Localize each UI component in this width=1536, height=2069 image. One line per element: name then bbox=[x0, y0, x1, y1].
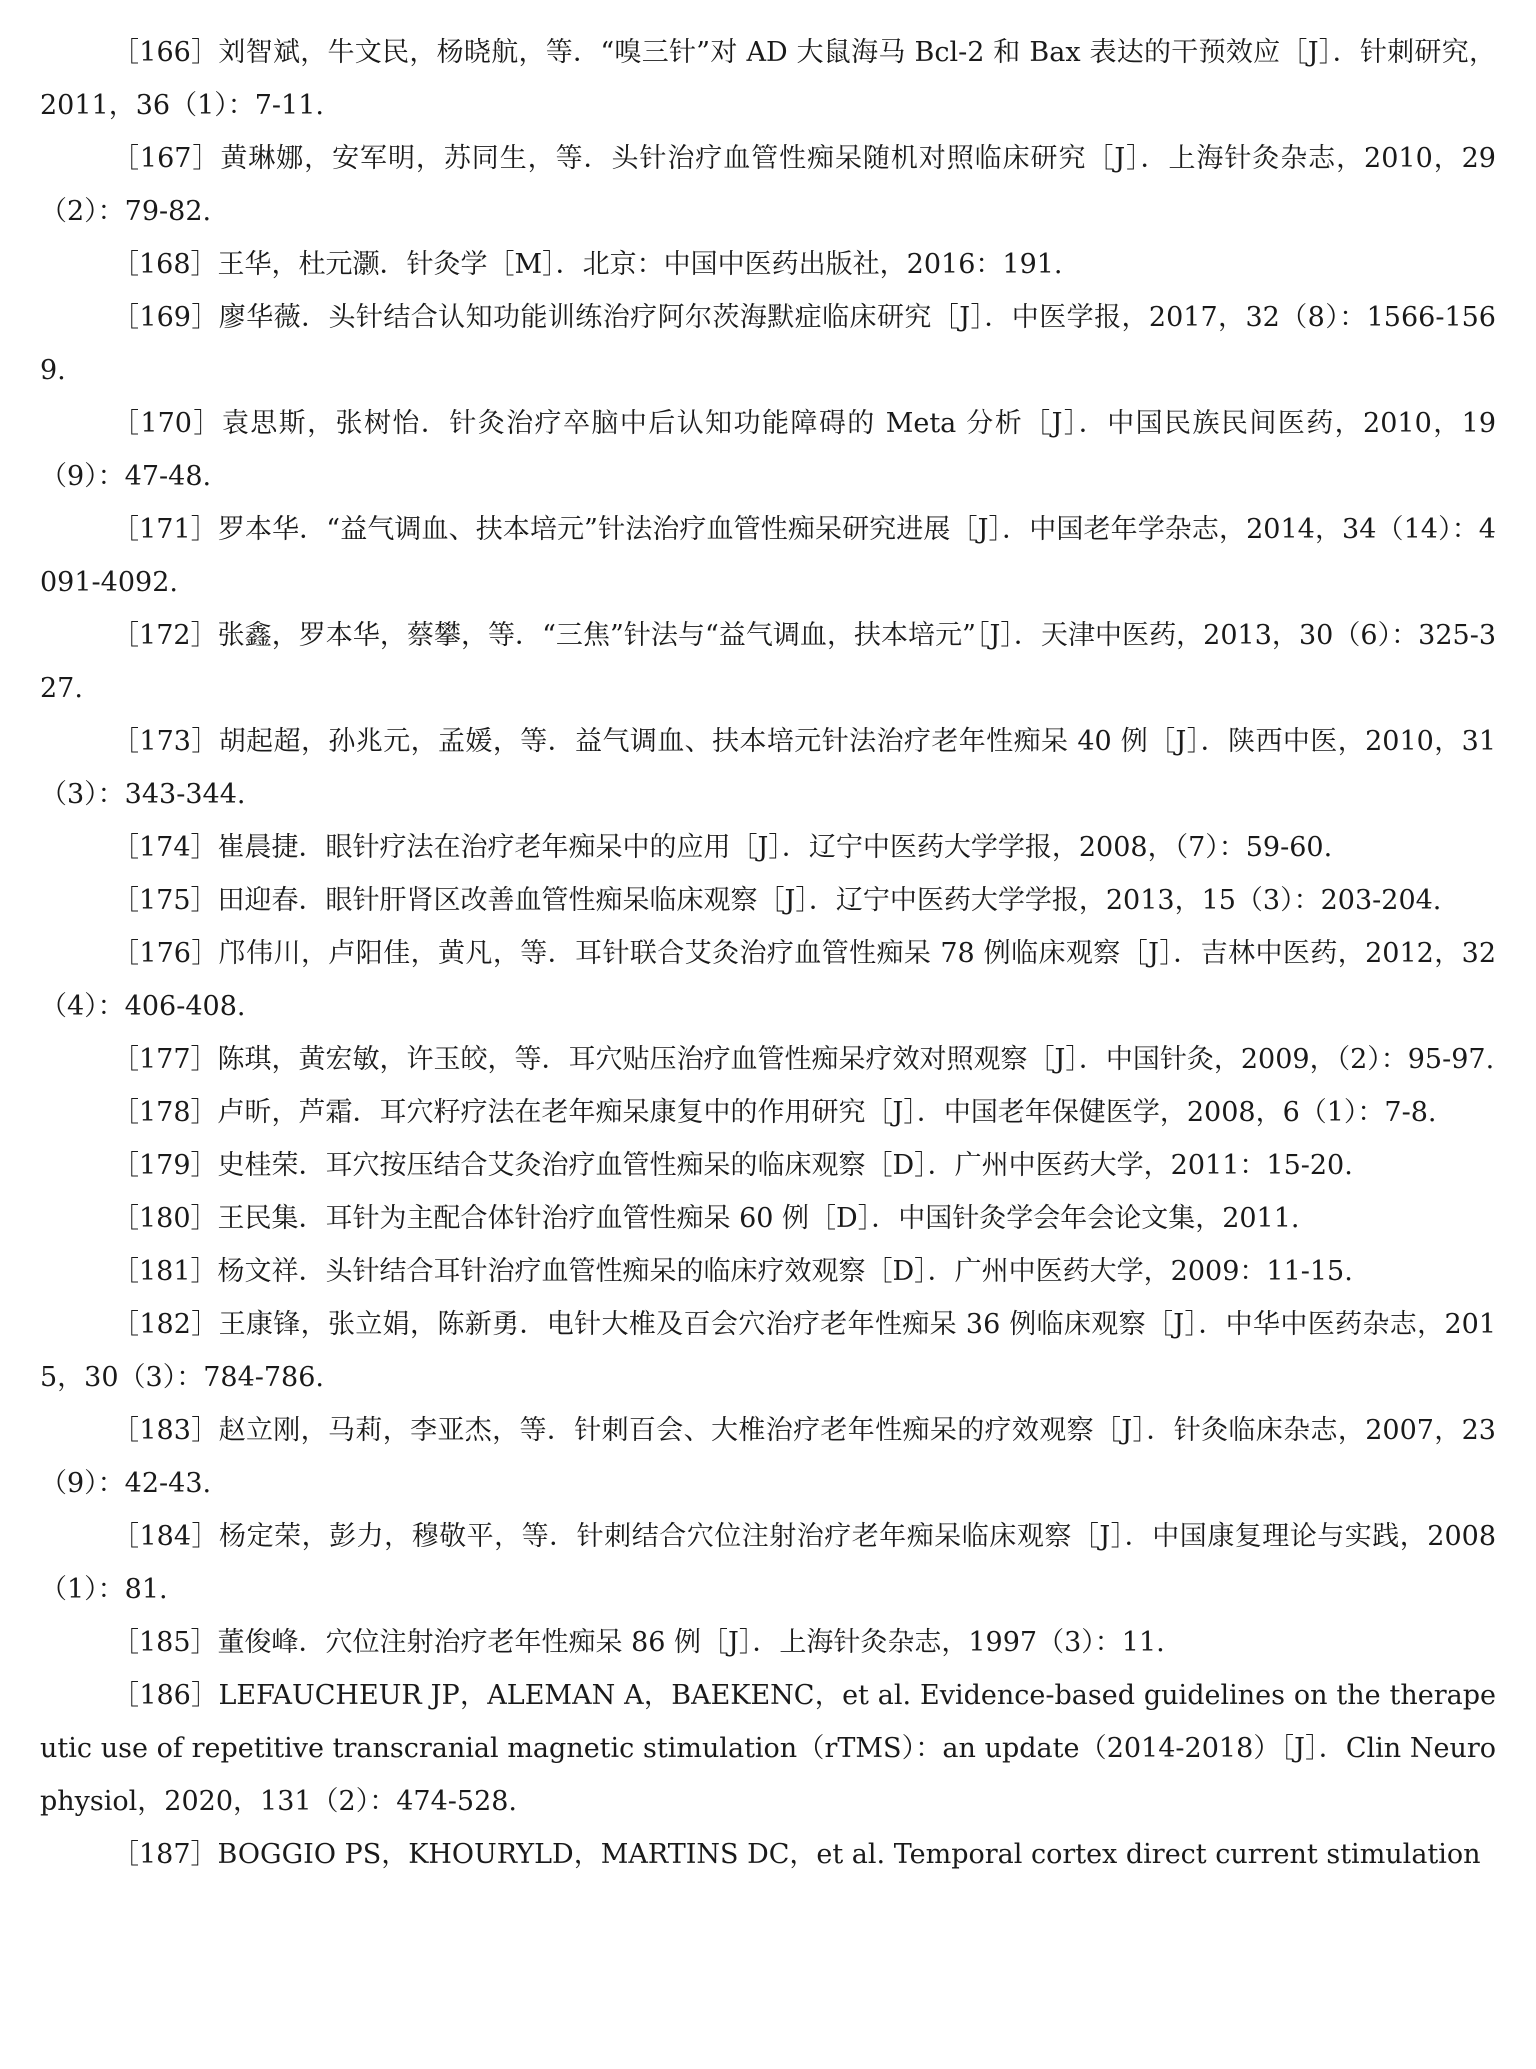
reference-174: ［174］崔晨捷．眼针疗法在治疗老年痴呆中的应用［J］．辽宁中医药大学学报，2008，（7）：59-60. bbox=[112, 832, 1333, 863]
reference-171: ［171］罗本华．“益气调血、扶本培元”针法治疗血管性痴呆研究进展［J］．中国老年学杂志，2014，34（14）：4091-4092. bbox=[40, 514, 1496, 598]
reference-166: ［166］刘智斌，牛文民，杨晓航，等．“嗅三针”对 AD 大鼠海马 Bcl-2 和 Bax 表达的干预效应［J］．针刺研究，2011，36（1）：7-11. bbox=[40, 37, 1496, 121]
reference-175: ［175］田迎春．眼针肝肾区改善血管性痴呆临床观察［J］．辽宁中医药大学学报，2013，15（3）：203-204. bbox=[112, 885, 1442, 916]
reference-186: ［186］LEFAUCHEUR JP，ALEMAN A，BAEKENC，et al. Evidence-based guidelines on the therapeutic use of repetitive transcranial magnetic stimulation（rTMS）：an update（2014-2018）［J］．Clin Neurophysiol，2020，131（2）：474-528. bbox=[40, 1680, 1496, 1817]
reference-185: ［185］董俊峰．穴位注射治疗老年性痴呆 86 例［J］．上海针灸杂志，1997（3）：11. bbox=[112, 1627, 1165, 1658]
reference-183: ［183］赵立刚，马莉，李亚杰，等．针刺百会、大椎治疗老年性痴呆的疗效观察［J］．针灸临床杂志，2007，23（9）：42-43. bbox=[40, 1415, 1496, 1499]
reference-173: ［173］胡起超，孙兆元，孟媛，等．益气调血、扶本培元针法治疗老年性痴呆 40 例［J］．陕西中医，2010，31（3）：343-344. bbox=[40, 726, 1496, 810]
reference-170: ［170］袁思斯，张树怡．针灸治疗卒脑中后认知功能障碍的 Meta 分析［J］．中国民族民间医药，2010，19（9）：47-48. bbox=[40, 408, 1496, 492]
reference-168: ［168］王华，杜元灏．针灸学［M］．北京：中国中医药出版社，2016：191. bbox=[112, 249, 1063, 280]
reference-187: ［187］BOGGIO PS，KHOURYLD，MARTINS DC，et al. Temporal cortex direct current stimulation bbox=[112, 1839, 1481, 1870]
reference-list bbox=[40, 26, 1496, 1881]
reference-176: ［176］邝伟川，卢阳佳，黄凡，等．耳针联合艾灸治疗血管性痴呆 78 例临床观察［J］．吉林中医药，2012，32（4）：406-408. bbox=[40, 938, 1496, 1022]
reference-169: ［169］廖华薇．头针结合认知功能训练治疗阿尔茨海默症临床研究［J］．中医学报，2017，32（8）：1566-1569. bbox=[40, 302, 1496, 386]
reference-182: ［182］王康锋，张立娟，陈新勇．电针大椎及百会穴治疗老年性痴呆 36 例临床观察［J］．中华中医药杂志，2015，30（3）：784-786. bbox=[40, 1309, 1496, 1393]
reference-177: ［177］陈琪，黄宏敏，许玉皎，等．耳穴贴压治疗血管性痴呆疗效对照观察［J］．中国针灸，2009，（2）：95-97. bbox=[112, 1044, 1495, 1075]
reference-181: ［181］杨文祥．头针结合耳针治疗血管性痴呆的临床疗效观察［D］．广州中医药大学，2009：11-15. bbox=[112, 1256, 1353, 1287]
reference-184: ［184］杨定荣，彭力，穆敬平，等．针刺结合穴位注射治疗老年痴呆临床观察［J］．中国康复理论与实践，2008（1）：81. bbox=[40, 1521, 1496, 1605]
reference-179: ［179］史桂荣．耳穴按压结合艾灸治疗血管性痴呆的临床观察［D］．广州中医药大学，2011：15-20. bbox=[112, 1150, 1353, 1181]
reference-180: ［180］王民集．耳针为主配合体针治疗血管性痴呆 60 例［D］．中国针灸学会年会论文集，2011. bbox=[112, 1203, 1300, 1234]
reference-167: ［167］黄琳娜，安军明，苏同生，等．头针治疗血管性痴呆随机对照临床研究［J］．上海针灸杂志，2010，29（2）：79-82. bbox=[40, 143, 1496, 227]
reference-178: ［178］卢昕，芦霜．耳穴籽疗法在老年痴呆康复中的作用研究［J］．中国老年保健医学，2008，6（1）：7-8. bbox=[112, 1097, 1437, 1128]
reference-172: ［172］张鑫，罗本华，蔡攀，等．“三焦”针法与“益气调血，扶本培元”［J］．天津中医药，2013，30（6）：325-327. bbox=[40, 620, 1496, 704]
